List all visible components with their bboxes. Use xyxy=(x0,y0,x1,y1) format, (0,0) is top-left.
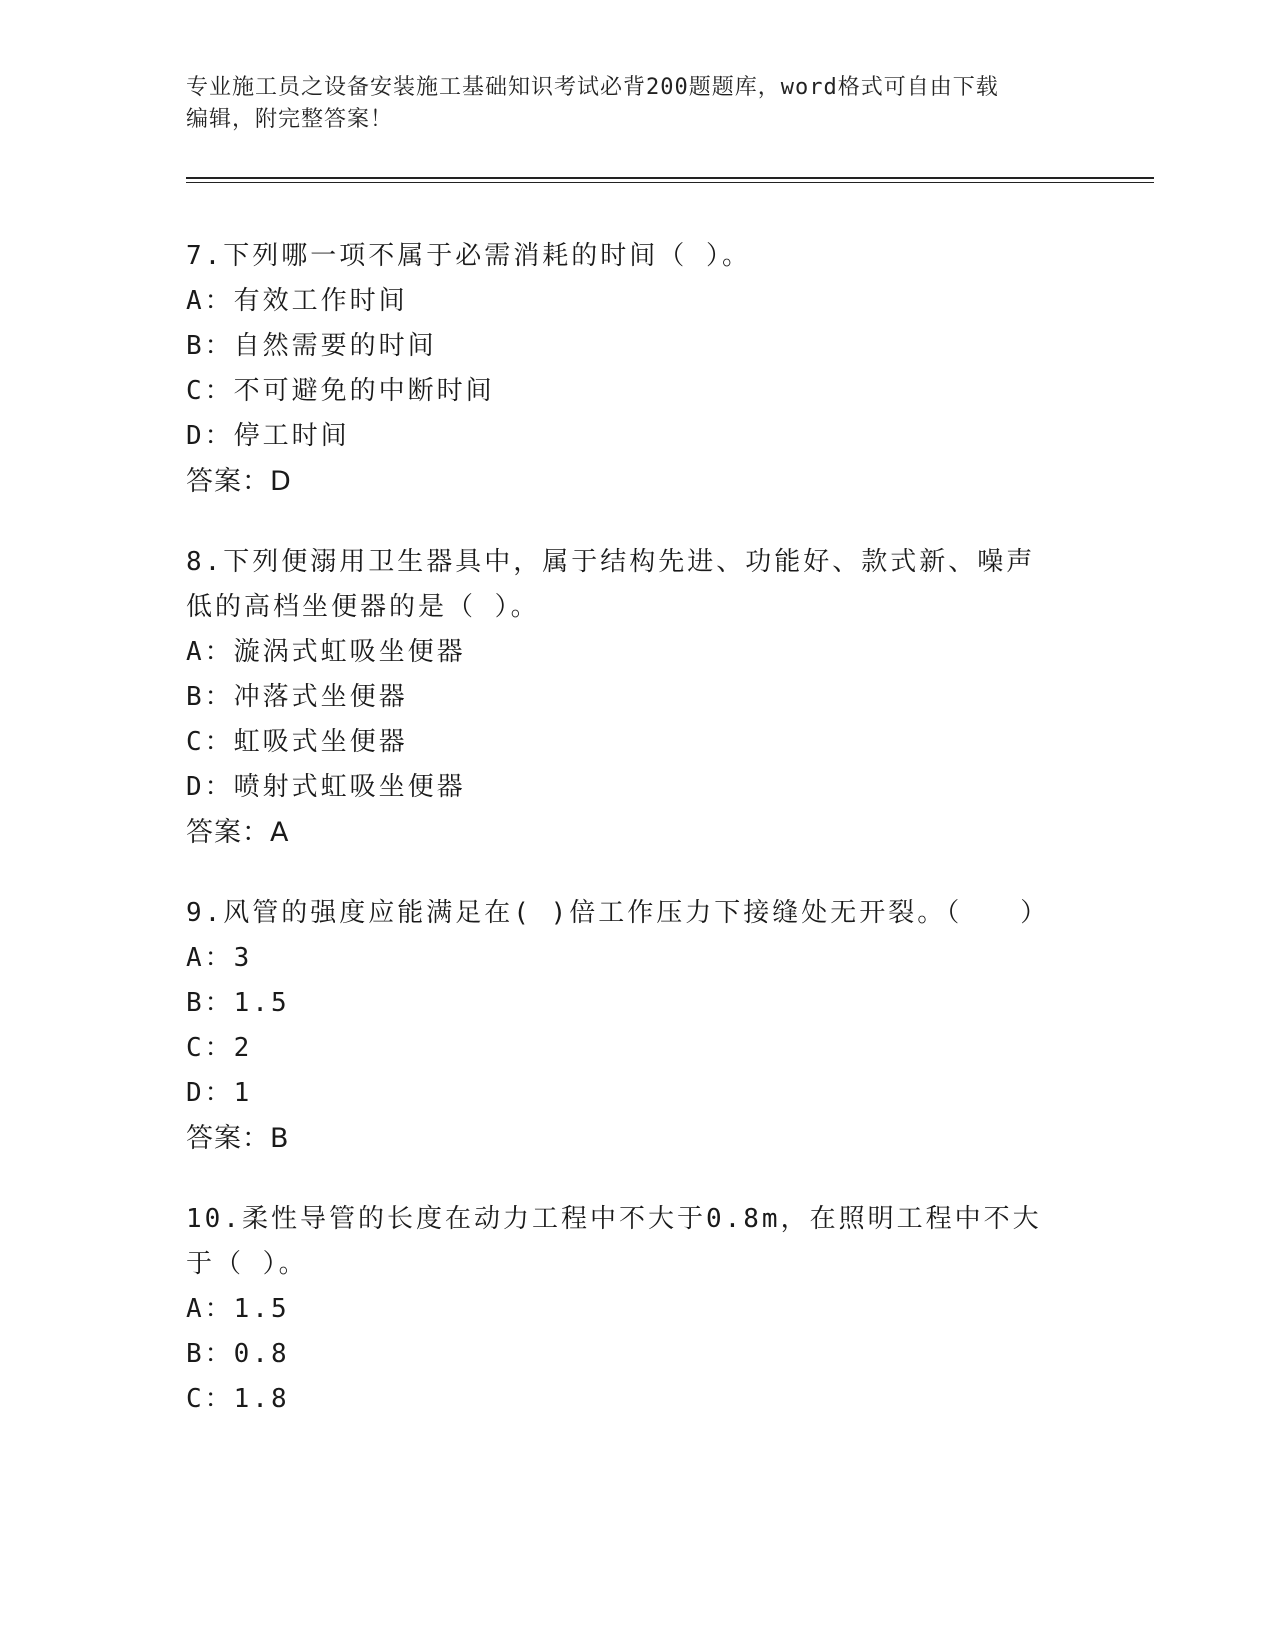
option-d: D：停工时间 xyxy=(186,421,350,451)
option-d: D：1 xyxy=(186,1078,253,1108)
question-text: 9.风管的强度应能满足在( )倍工作压力下接缝处无开裂。（ ） xyxy=(186,898,1050,928)
option-a: A：漩涡式虹吸坐便器 xyxy=(186,637,466,667)
option-b: B：0.8 xyxy=(186,1339,290,1369)
question-text: 8.下列便溺用卫生器具中，属于结构先进、功能好、款式新、噪声低的高档坐便器的是（ ）。 xyxy=(186,547,1036,622)
answer: 答案：A xyxy=(186,817,290,848)
answer: 答案：D xyxy=(186,466,292,497)
option-c: C：1.8 xyxy=(186,1384,290,1414)
option-c: C：2 xyxy=(186,1033,253,1063)
option-c: C：虹吸式坐便器 xyxy=(186,727,408,757)
option-d: D：喷射式虹吸坐便器 xyxy=(186,772,466,802)
option-a: A：有效工作时间 xyxy=(186,286,408,316)
option-c: C：不可避免的中断时间 xyxy=(186,376,495,406)
question-10 xyxy=(186,1197,1086,1422)
option-b: B：自然需要的时间 xyxy=(186,331,437,361)
question-8 xyxy=(186,540,1086,855)
header-divider-thick xyxy=(186,177,1154,179)
answer: 答案：B xyxy=(186,1123,290,1154)
question-list xyxy=(186,234,1086,1458)
question-7 xyxy=(186,234,1086,504)
header-line-2: 编辑，附完整答案！ xyxy=(186,107,394,132)
question-9 xyxy=(186,891,1086,1161)
document-header xyxy=(186,72,1086,136)
question-text: 10.柔性导管的长度在动力工程中不大于0.8m，在照明工程中不大于（ ）。 xyxy=(186,1204,1042,1279)
header-line-1: 专业施工员之设备安装施工基础知识考试必背200题题库，word格式可自由下载 xyxy=(186,75,999,100)
option-b: B：1.5 xyxy=(186,988,290,1018)
option-b: B：冲落式坐便器 xyxy=(186,682,408,712)
header-divider-thin xyxy=(186,182,1154,183)
option-a: A：3 xyxy=(186,943,253,973)
option-a: A：1.5 xyxy=(186,1294,290,1324)
question-text: 7.下列哪一项不属于必需消耗的时间（ ）。 xyxy=(186,241,751,271)
